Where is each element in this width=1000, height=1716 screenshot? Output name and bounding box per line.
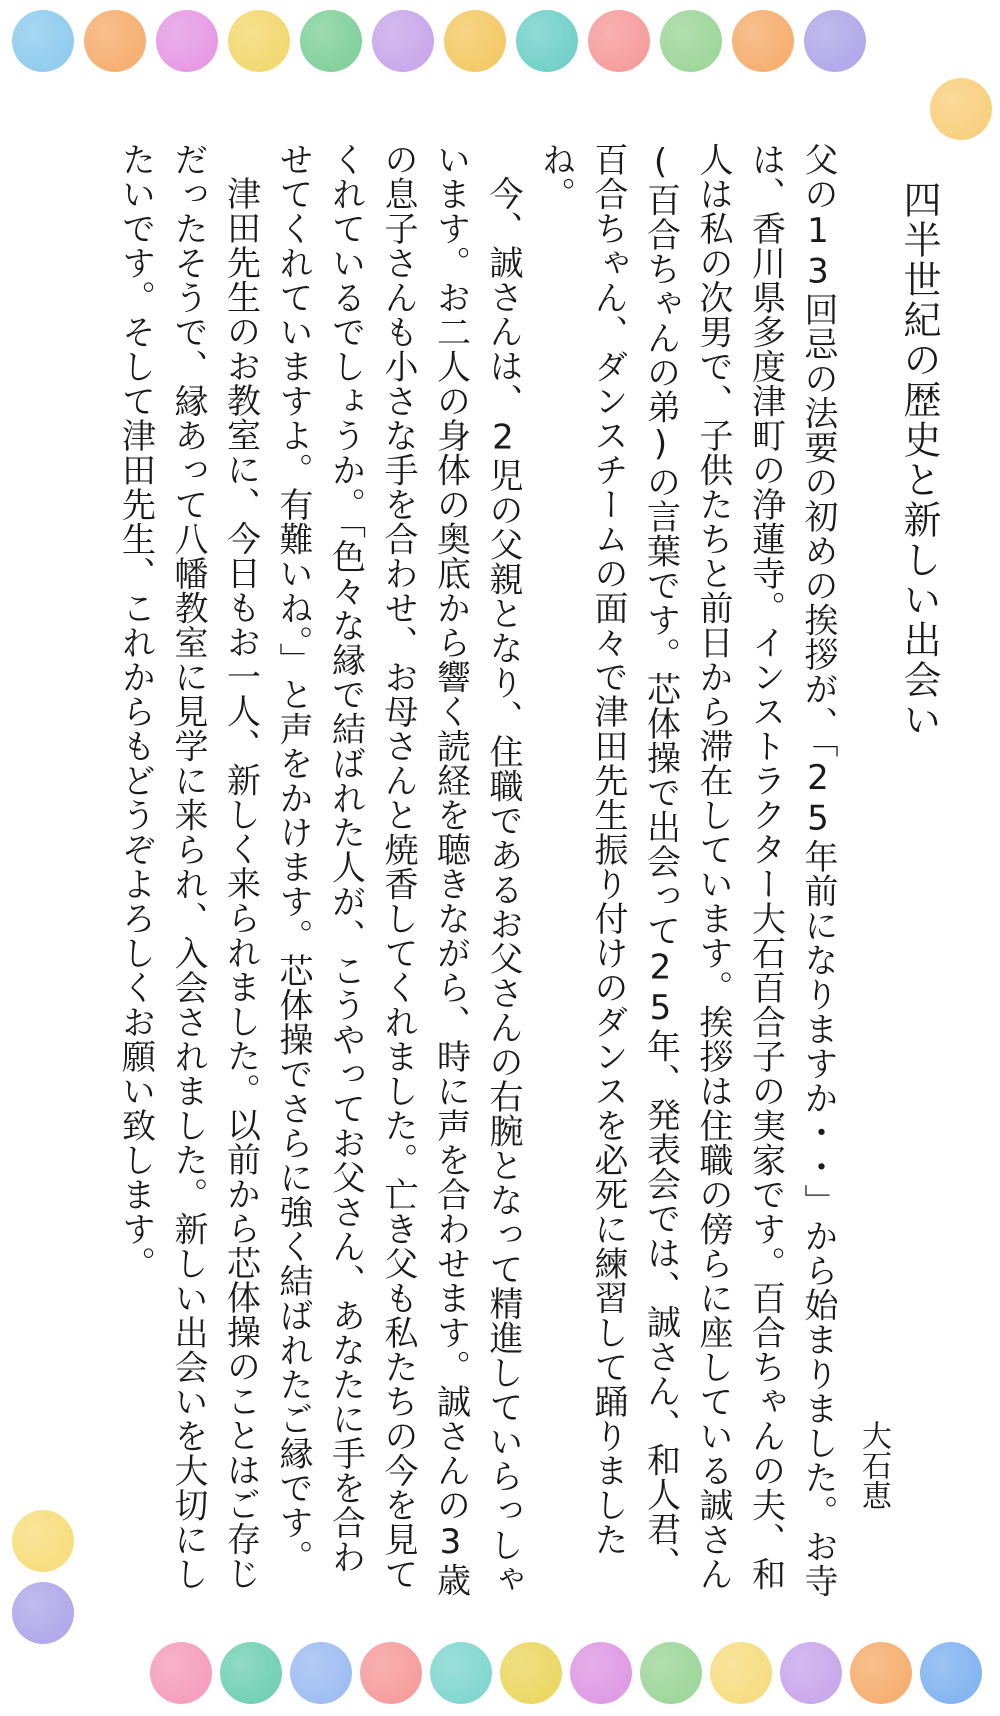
watercolor-dot	[84, 10, 146, 72]
watercolor-dot	[290, 1642, 352, 1704]
author-name: 大石恵	[856, 1420, 891, 1510]
watercolor-dot	[930, 78, 992, 140]
watercolor-dot	[12, 10, 74, 72]
watercolor-dot	[360, 1642, 422, 1704]
watercolor-dot	[732, 10, 794, 72]
watercolor-dot	[220, 1642, 282, 1704]
watercolor-dot	[660, 10, 722, 72]
paragraph-3: 津田先生のお教室に、今日もお一人、新しく来られました。以前から芯体操のことはご存じだったそうで、縁あって八幡教室に見学に来られ、入会されました。新しい出会いを大切にしたいです。そして津田先生、これからもどうぞよろしくお願い致します。	[115, 142, 261, 1591]
paragraph-1: 父の13回忌の法要の初めの挨拶が、「25年前になりますか・・」から始まりました。お寺は、香川県多度津町の浄蓮寺。インストラクター大石百合子の実家です。百合ちゃんの夫、和人は私の次男で、子供たちと前日から滞在しています。挨拶は住職の傍らに座している誠さん(百合ちゃんの弟)の言葉です。芯体操で出会って25年、発表会では、誠さん、和人君、百合ちゃん、ダンスチームの面々で津田先生振り付けのダンスを必死に練習して踊りましたね。	[535, 142, 838, 1598]
watercolor-dot	[850, 1642, 912, 1704]
watercolor-dot	[156, 10, 218, 72]
watercolor-dot	[588, 10, 650, 72]
document-title: 四半世紀の歴史と新しい出会い	[897, 180, 941, 740]
watercolor-dot	[710, 1642, 772, 1704]
watercolor-dot	[372, 10, 434, 72]
watercolor-dot	[12, 1510, 74, 1572]
watercolor-dot	[228, 10, 290, 72]
watercolor-dot	[300, 10, 362, 72]
watercolor-dot	[570, 1642, 632, 1704]
watercolor-dot	[804, 10, 866, 72]
watercolor-dot	[12, 1582, 74, 1644]
watercolor-dot	[516, 10, 578, 72]
watercolor-dot	[640, 1642, 702, 1704]
paragraph-2: 今、誠さんは、2児の父親となり、住職であるお父さんの右腕となって精進していらっしゃいます。お二人の身体の奥底から響く読経を聴きながら、時に声を合わせます。誠さんの3歳の息子さんも小さな手を合わせ、お母さんと焼香してくれました。亡き父も私たちの今を見てくれているでしょうか。「色々な縁で結ばれた人が、こうやってお父さん、あなたに手を合わせてくれていますよ。有難いね。」と声をかけます。芯体操でさらに強く結ばれたご縁です。	[273, 142, 523, 1597]
watercolor-dot	[430, 1642, 492, 1704]
document-body	[109, 142, 844, 1598]
watercolor-dot	[150, 1642, 212, 1704]
watercolor-dot	[780, 1642, 842, 1704]
watercolor-dot	[920, 1642, 982, 1704]
watercolor-dot	[500, 1642, 562, 1704]
watercolor-dot	[444, 10, 506, 72]
